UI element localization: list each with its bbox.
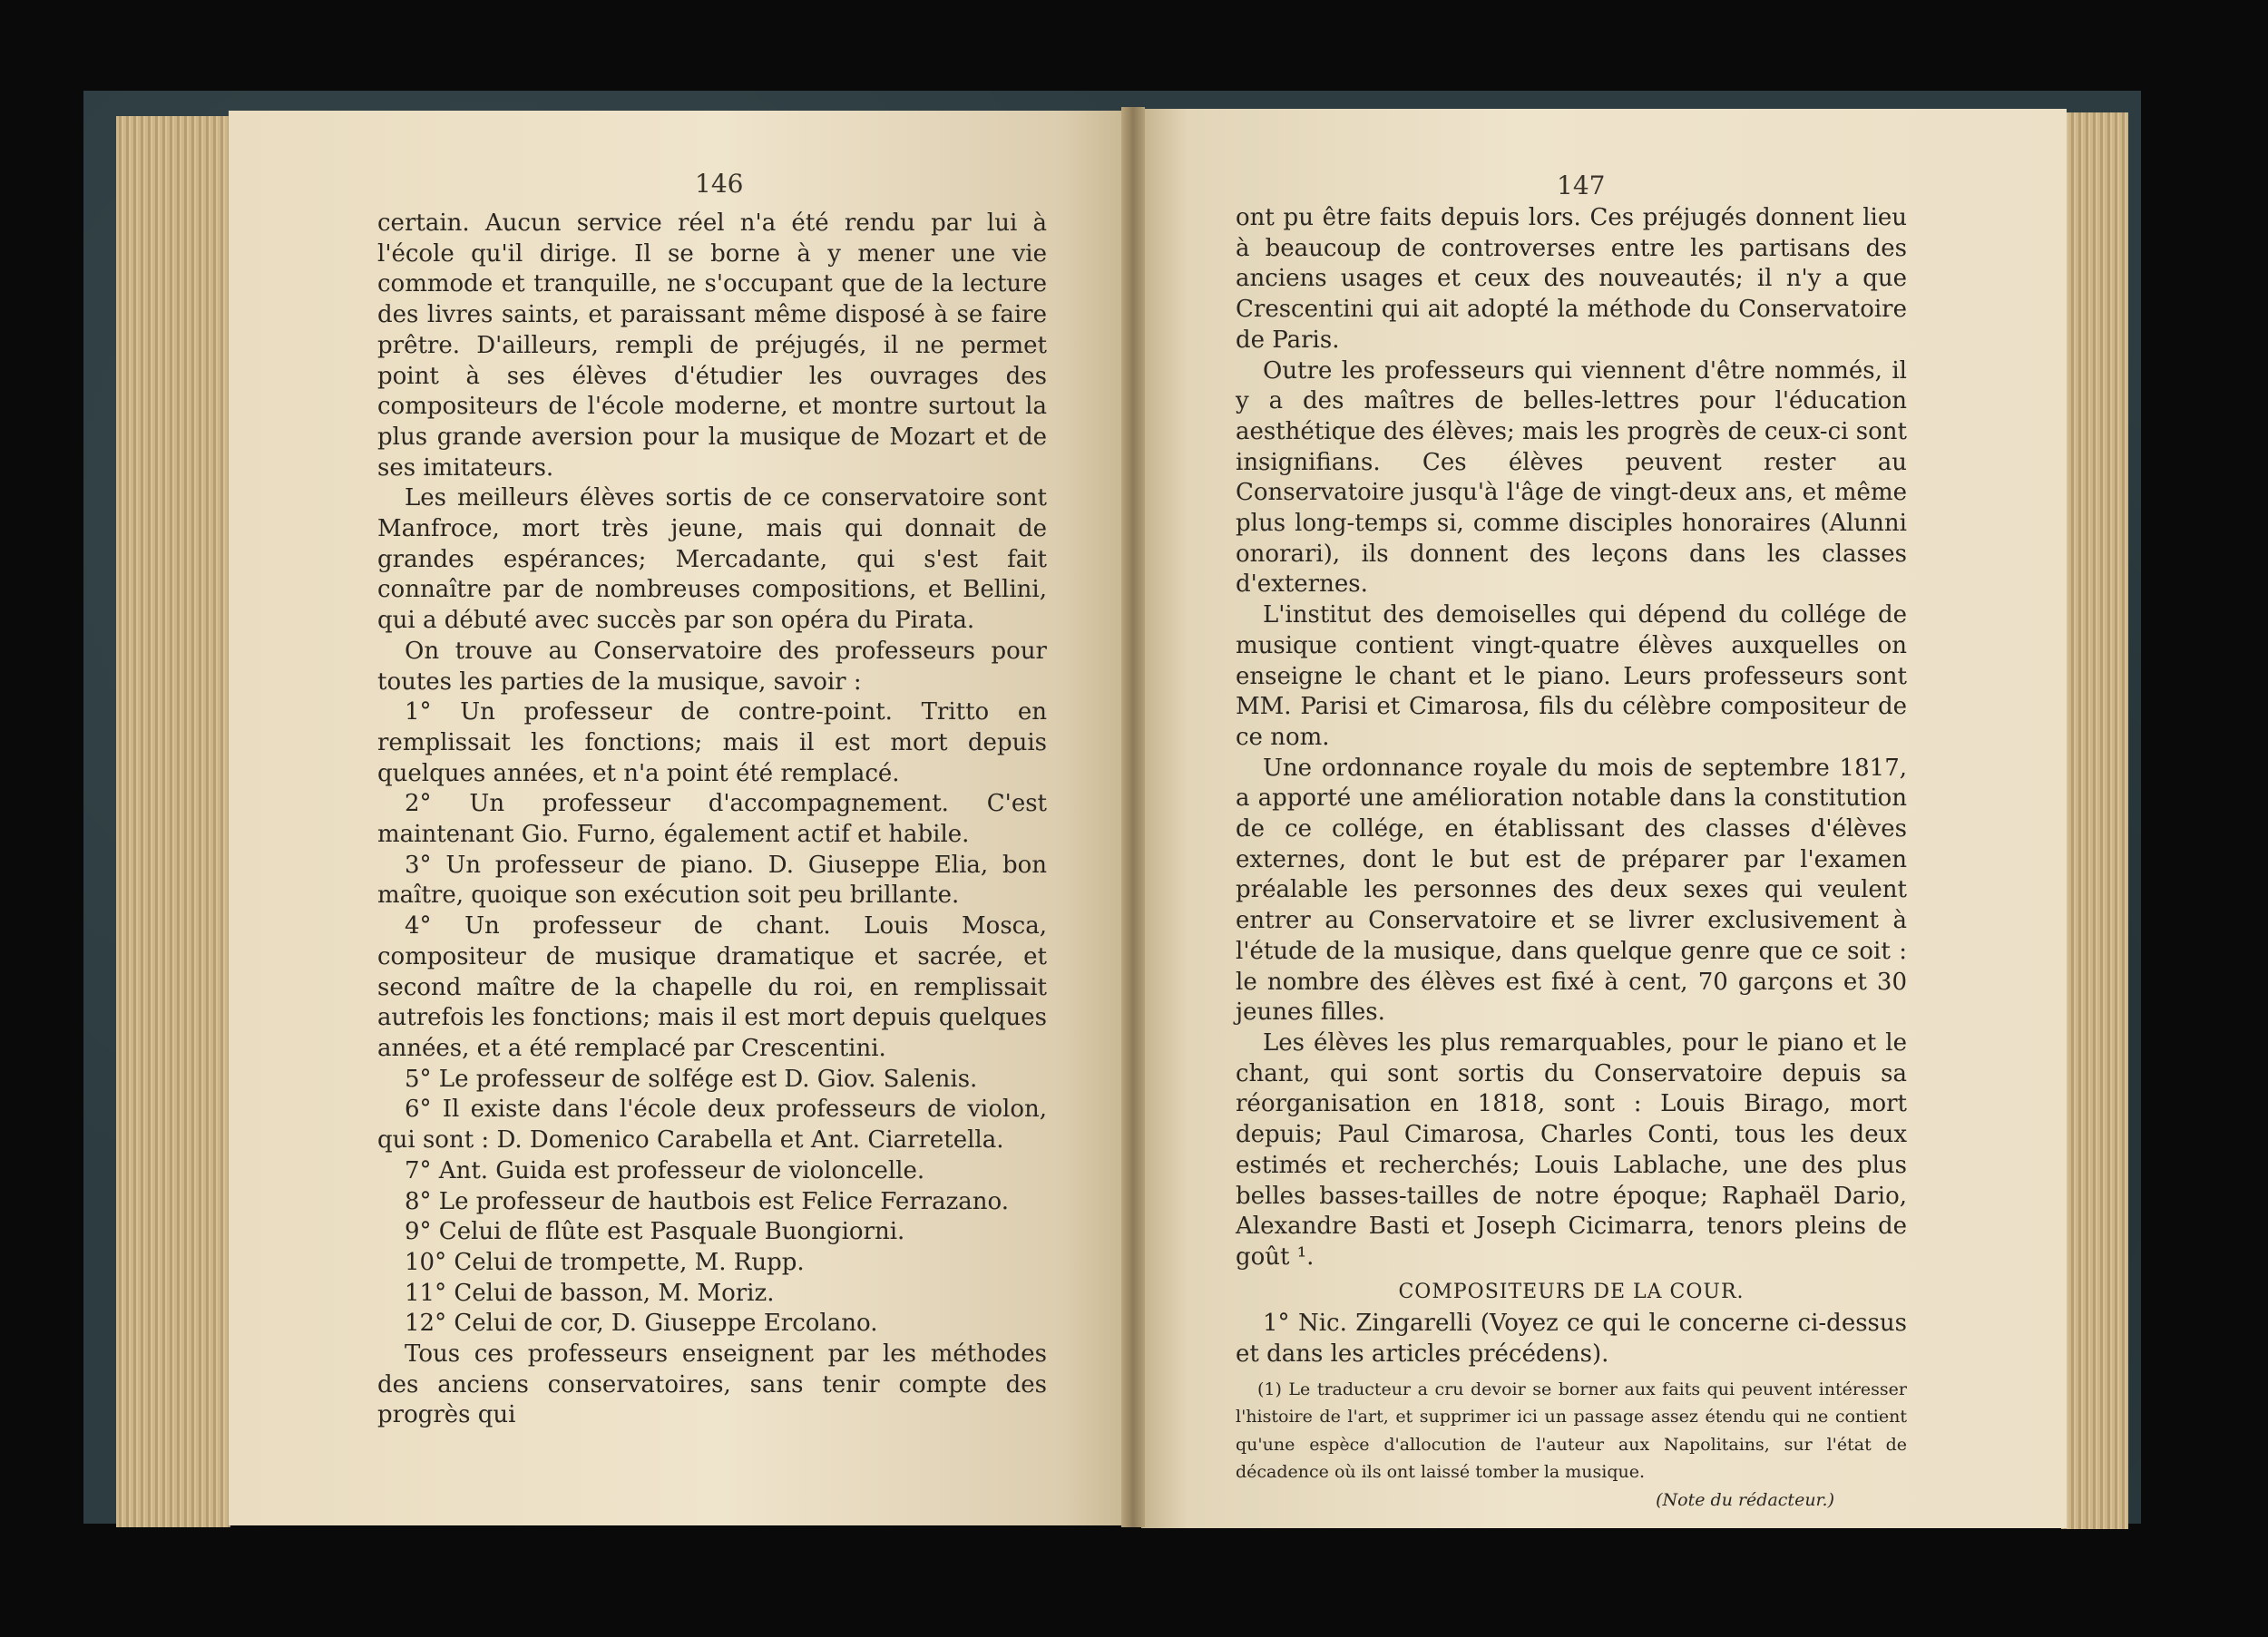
list-item: 1° Un professeur de contre-point. Tritto en remplissait les fonctions; mais il est mort depuis quelques années, et n'a point été remplacé. xyxy=(377,698,1047,787)
left-page-text xyxy=(377,209,1047,1431)
book-gutter xyxy=(1121,107,1145,1527)
paragraph: Les meilleurs élèves sortis de ce conservatoire sont Manfroce, mort très jeune, mais qui donnait de grandes espérances; Mercadante, qui s'est fait connaître par de nombreuses compositions, et Bellini, qui a débuté avec succès par son opéra du Pirata. xyxy=(377,484,1047,635)
list-item: 11° Celui de basson, M. Moriz. xyxy=(405,1279,775,1307)
list-item: 9° Celui de flûte est Pasquale Buongiorni. xyxy=(405,1218,905,1246)
footnote xyxy=(1236,1376,1907,1514)
list-item: 3° Un professeur de piano. D. Giuseppe Elia, bon maître, quoique son exécution soit peu brillante. xyxy=(377,851,1047,910)
paragraph: Les élèves les plus remarquables, pour le piano et le chant, qui sont sortis du Conservatoire depuis sa réorganisation en 1818, sont : Louis Birago, mort depuis; Paul Cimarosa, Charles Conti, tous les deux estimés et recherchés; Louis Lablache, une des plus belles basses-tailles de notre époque; Raphaël Dario, Alexandre Basti et Joseph Cicimarra, tenors pleins de goût ¹. xyxy=(1236,1028,1907,1271)
left-page-number: 146 xyxy=(695,169,744,199)
list-item: 2° Un professeur d'accompagnement. C'est maintenant Gio. Furno, également actif et habile. xyxy=(377,790,1047,849)
right-page-number: 147 xyxy=(1557,171,1606,200)
right-page-text xyxy=(1236,203,1907,1514)
paragraph: 1° Nic. Zingarelli (Voyez ce qui le concerne ci-dessus et dans les articles précédens). xyxy=(1236,1310,1907,1369)
list-item: 7° Ant. Guida est professeur de violoncelle. xyxy=(405,1156,925,1184)
paragraph: Tous ces professeurs enseignent par les méthodes des anciens conservatoires, sans tenir compte des progrès qui xyxy=(377,1340,1047,1429)
list-item: 8° Le professeur de hautbois est Felice Ferrazano. xyxy=(405,1187,1009,1215)
list-item: 4° Un professeur de chant. Louis Mosca, compositeur de musique dramatique et sacrée, et second maître de la chapelle du roi, en remplissait autrefois les fonctions; mais il est mort depuis quelques années, et a été remplacé par Crescentini. xyxy=(377,912,1047,1062)
paragraph: On trouve au Conservatoire des professeurs pour toutes les parties de la musique, savoir : xyxy=(377,637,1047,696)
left-page-edges xyxy=(116,116,230,1527)
paragraph: Une ordonnance royale du mois de septembre 1817, a apporté une amélioration notable dans la constitution de ce collége, en établissant des classes d'élèves externes, dont le but est de préparer par l'examen préalable les personnes des deux sexes qui veulent entrer au Conservatoire et se livrer exclusivement à l'étude de la musique, dans quelque genre que ce soit : le nombre des élèves est fixé à cent, 70 garçons et 30 jeunes filles. xyxy=(1236,754,1907,1027)
paragraph: Outre les professeurs qui viennent d'être nommés, il y a des maîtres de belles-lettres pour l'éducation aesthétique des élèves; mais les progrès de ceux-ci sont insignifians. Ces élèves peuvent rester au Conservatoire jusqu'à l'âge de vingt-deux ans, et même plus long-temps si, comme disciples honoraires (Alunni onorari), ils donnent des leçons dans les classes d'externes. xyxy=(1236,356,1907,599)
paragraph: L'institut des demoiselles qui dépend du collége de musique contient vingt-quatre élèves auxquelles on enseigne le chant et le piano. Leurs professeurs sont MM. Parisi et Cimarosa, fils du célèbre compositeur de ce nom. xyxy=(1236,601,1907,751)
footnote-note: (Note du rédacteur.) xyxy=(1656,1489,1834,1510)
right-page-edges xyxy=(2061,112,2128,1529)
footnote-text: (1) Le traducteur a cru devoir se borner aux faits qui peuvent intéresser l'histoire de l'art, et supprimer ici un passage assez étendu qui ne contient qu'une espèce d'allocution de l'auteur aux Napolitains, sur l'état de décadence où ils ont laissé tomber la musique. xyxy=(1236,1379,1907,1483)
paragraph: certain. Aucun service réel n'a été rendu par lui à l'école qu'il dirige. Il se borne à y mener une vie commode et tranquille, ne s'occupant que de la lecture des livres saints, et paraissant même disposé à se faire prêtre. D'ailleurs, rempli de préjugés, il ne permet point à ses élèves d'étudier les ouvrages des compositeurs de l'école moderne, et montre surtout la plus grande aversion pour la musique de Mozart et de ses imitateurs. xyxy=(377,209,1047,482)
list-item: 12° Celui de cor, D. Giuseppe Ercolano. xyxy=(405,1310,878,1338)
list-item: 6° Il existe dans l'école deux professeurs de violon, qui sont : D. Domenico Carabella et Ant. Ciarretella. xyxy=(377,1096,1047,1155)
list-item: 5° Le professeur de solfége est D. Giov. Salenis. xyxy=(405,1065,978,1093)
list-item: 10° Celui de trompette, M. Rupp. xyxy=(405,1248,805,1276)
section-heading: COMPOSITEURS DE LA COUR. xyxy=(1398,1280,1745,1303)
paragraph: ont pu être faits depuis lors. Ces préjugés donnent lieu à beaucoup de controverses entre les partisans des anciens usages et ceux des nouveautés; il n'y a que Crescentini qui ait adopté la méthode du Conservatoire de Paris. xyxy=(1236,204,1907,354)
